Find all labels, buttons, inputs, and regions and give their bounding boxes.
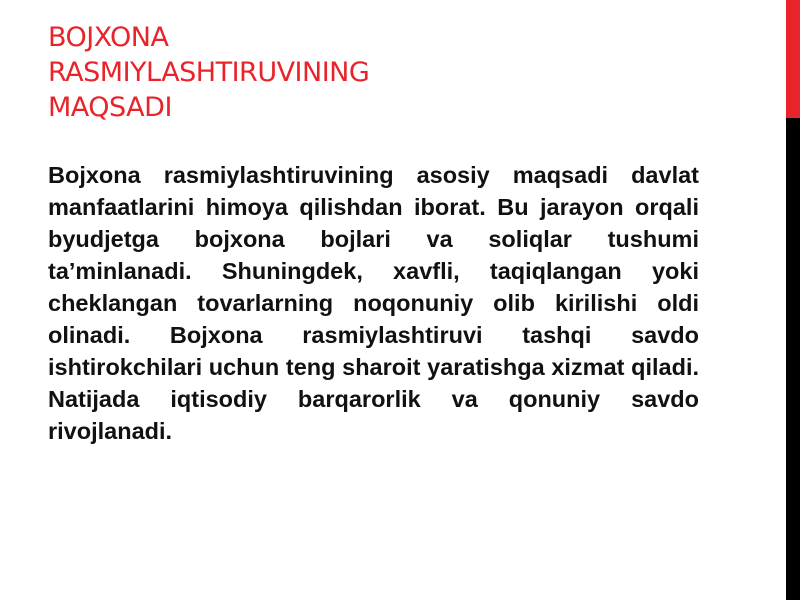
slide-body-text: Bojxona rasmiylashtiruvining asosiy maqsadi davlat manfaatlarini himoya qilishdan iborat. Bu jarayon orqali byudjetga bojxona bojlari va soliqlar tushumi ta’minlanadi. Shuningdek, xavfli, taqiqlangan yoki cheklangan tovarlarning noqonuniy olib kirilishi oldi olinadi. Bojxona rasmiylashtiruvi tashqi savdo ishtirokchilari uchun teng sharoit yaratishga xizmat qiladi. Natijada iqtisodiy barqarorlik va qonuniy savdo rivojlanadi. bbox=[48, 162, 699, 444]
side-bar-dark-segment bbox=[786, 118, 800, 600]
slide-title-line-2: RASMIYLASHTIRUVINING bbox=[48, 57, 370, 88]
side-decoration-bar bbox=[786, 0, 800, 600]
slide-title-line-1: BOJXONA bbox=[48, 22, 169, 53]
slide-title-line-3: MAQSADI bbox=[48, 92, 172, 123]
slide-title bbox=[48, 20, 748, 125]
side-bar-accent-segment bbox=[786, 0, 800, 118]
